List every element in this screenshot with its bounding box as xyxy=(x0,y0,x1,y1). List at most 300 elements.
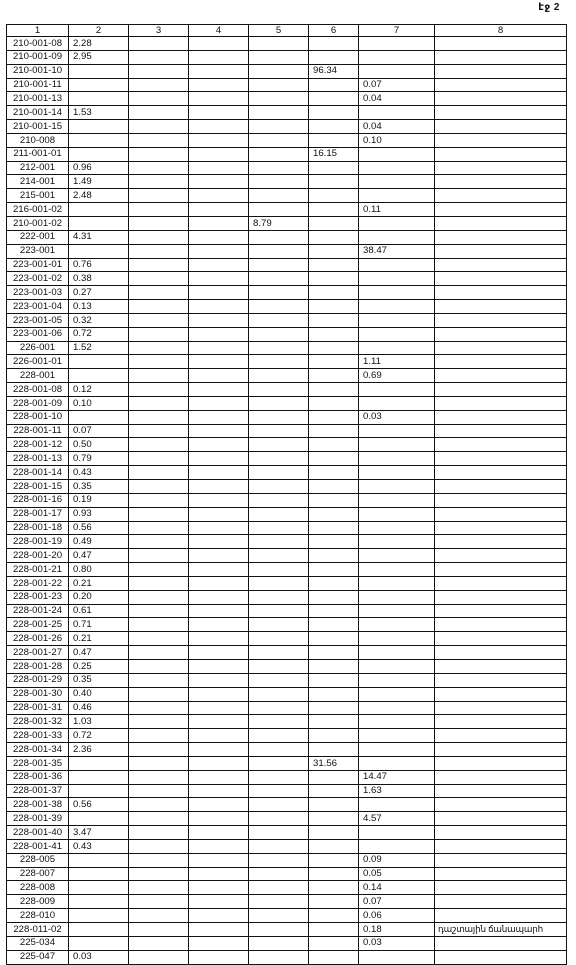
note-cell xyxy=(435,715,567,729)
value-cell xyxy=(309,618,359,632)
value-cell xyxy=(129,147,189,161)
value-cell: 0.07 xyxy=(359,895,435,909)
parcel-code-cell: 223-001-05 xyxy=(7,313,69,327)
table-row xyxy=(7,369,567,383)
value-cell xyxy=(129,396,189,410)
parcel-code-cell: 210-001-14 xyxy=(7,106,69,120)
value-cell xyxy=(249,286,309,300)
note-cell xyxy=(435,37,567,51)
value-cell xyxy=(309,729,359,743)
value-cell xyxy=(129,535,189,549)
value-cell xyxy=(249,64,309,78)
value-cell xyxy=(309,410,359,424)
value-cell xyxy=(189,203,249,217)
value-cell xyxy=(359,646,435,660)
value-cell xyxy=(309,466,359,480)
value-cell xyxy=(249,673,309,687)
value-cell xyxy=(249,590,309,604)
note-cell xyxy=(435,106,567,120)
value-cell xyxy=(359,729,435,743)
value-cell xyxy=(309,286,359,300)
table-row xyxy=(7,493,567,507)
parcel-code-cell: 222-001 xyxy=(7,230,69,244)
value-cell xyxy=(309,687,359,701)
value-cell xyxy=(129,909,189,923)
value-cell xyxy=(189,147,249,161)
value-cell xyxy=(359,798,435,812)
note-cell xyxy=(435,701,567,715)
note-cell xyxy=(435,50,567,64)
value-cell xyxy=(69,923,129,937)
parcel-code-cell: 228-007 xyxy=(7,867,69,881)
parcel-code-cell: 215-001 xyxy=(7,189,69,203)
table-row xyxy=(7,300,567,314)
table-row xyxy=(7,147,567,161)
value-cell xyxy=(129,189,189,203)
value-cell xyxy=(69,770,129,784)
parcel-code-cell: 228-001-20 xyxy=(7,549,69,563)
parcel-code-cell: 228-001-15 xyxy=(7,480,69,494)
value-cell xyxy=(249,244,309,258)
parcel-code-cell: 228-008 xyxy=(7,881,69,895)
value-cell xyxy=(189,120,249,134)
value-cell xyxy=(129,604,189,618)
value-cell: 0.56 xyxy=(69,521,129,535)
note-cell xyxy=(435,729,567,743)
value-cell xyxy=(189,521,249,535)
value-cell xyxy=(129,576,189,590)
value-cell: 3.47 xyxy=(69,826,129,840)
parcel-code-cell: 223-001 xyxy=(7,244,69,258)
value-cell xyxy=(309,784,359,798)
value-cell xyxy=(309,507,359,521)
table-row xyxy=(7,936,567,950)
value-cell xyxy=(359,604,435,618)
value-cell xyxy=(129,175,189,189)
value-cell xyxy=(249,410,309,424)
value-cell xyxy=(189,867,249,881)
value-cell: 4.31 xyxy=(69,230,129,244)
value-cell: 0.38 xyxy=(69,272,129,286)
value-cell xyxy=(249,715,309,729)
value-cell: 1.03 xyxy=(69,715,129,729)
value-cell xyxy=(69,78,129,92)
value-cell xyxy=(189,300,249,314)
value-cell xyxy=(189,950,249,964)
value-cell xyxy=(189,78,249,92)
parcel-code-cell: 223-001-01 xyxy=(7,258,69,272)
value-cell: 0.40 xyxy=(69,687,129,701)
value-cell xyxy=(359,521,435,535)
value-cell xyxy=(129,64,189,78)
value-cell xyxy=(249,798,309,812)
note-cell xyxy=(435,646,567,660)
value-cell: 0.03 xyxy=(69,950,129,964)
value-cell: 0.10 xyxy=(69,396,129,410)
value-cell xyxy=(359,300,435,314)
value-cell: 2.95 xyxy=(69,50,129,64)
value-cell xyxy=(189,729,249,743)
note-cell xyxy=(435,936,567,950)
value-cell xyxy=(129,729,189,743)
value-cell: 0.46 xyxy=(69,701,129,715)
column-header: 3 xyxy=(129,25,189,37)
value-cell xyxy=(359,341,435,355)
value-cell: 0.07 xyxy=(69,424,129,438)
value-cell xyxy=(309,701,359,715)
value-cell xyxy=(249,147,309,161)
table-row xyxy=(7,230,567,244)
table-row xyxy=(7,452,567,466)
note-cell xyxy=(435,756,567,770)
value-cell xyxy=(359,216,435,230)
value-cell xyxy=(189,549,249,563)
parcel-code-cell: 228-001-13 xyxy=(7,452,69,466)
column-header: 1 xyxy=(7,25,69,37)
value-cell xyxy=(69,881,129,895)
value-cell: 0.19 xyxy=(69,493,129,507)
value-cell xyxy=(309,604,359,618)
value-cell xyxy=(69,203,129,217)
value-cell: 0.18 xyxy=(359,923,435,937)
value-cell xyxy=(359,147,435,161)
note-cell xyxy=(435,216,567,230)
value-cell xyxy=(249,37,309,51)
value-cell xyxy=(189,853,249,867)
column-header: 2 xyxy=(69,25,129,37)
parcel-code-cell: 228-011-02 xyxy=(7,923,69,937)
value-cell xyxy=(189,590,249,604)
table-row xyxy=(7,383,567,397)
parcel-code-cell: 226-001 xyxy=(7,341,69,355)
value-cell xyxy=(249,258,309,272)
note-cell xyxy=(435,784,567,798)
value-cell xyxy=(129,839,189,853)
parcel-code-cell: 228-001-31 xyxy=(7,701,69,715)
note-cell xyxy=(435,604,567,618)
value-cell xyxy=(249,355,309,369)
table-row xyxy=(7,258,567,272)
value-cell xyxy=(359,826,435,840)
table-row xyxy=(7,535,567,549)
value-cell xyxy=(189,701,249,715)
value-cell: 0.47 xyxy=(69,646,129,660)
table-row xyxy=(7,826,567,840)
value-cell xyxy=(249,396,309,410)
table-row xyxy=(7,313,567,327)
table-row xyxy=(7,521,567,535)
note-cell xyxy=(435,659,567,673)
table-row xyxy=(7,950,567,964)
value-cell: 0.12 xyxy=(69,383,129,397)
value-cell xyxy=(129,646,189,660)
note-cell xyxy=(435,64,567,78)
note-cell xyxy=(435,383,567,397)
value-cell xyxy=(189,756,249,770)
value-cell: 0.96 xyxy=(69,161,129,175)
value-cell xyxy=(309,770,359,784)
parcel-code-cell: 228-010 xyxy=(7,909,69,923)
value-cell xyxy=(189,563,249,577)
value-cell: 0.72 xyxy=(69,729,129,743)
value-cell xyxy=(309,50,359,64)
value-cell xyxy=(249,272,309,286)
value-cell xyxy=(249,327,309,341)
parcel-code-cell: 228-001-22 xyxy=(7,576,69,590)
value-cell xyxy=(309,161,359,175)
value-cell xyxy=(189,535,249,549)
value-cell xyxy=(309,909,359,923)
value-cell xyxy=(129,120,189,134)
parcel-code-cell: 228-001-27 xyxy=(7,646,69,660)
column-header: 6 xyxy=(309,25,359,37)
value-cell xyxy=(359,673,435,687)
value-cell xyxy=(129,341,189,355)
note-cell: դաշտային ճանապարհ xyxy=(435,923,567,937)
value-cell xyxy=(249,92,309,106)
value-cell xyxy=(359,438,435,452)
value-cell: 0.04 xyxy=(359,120,435,134)
value-cell xyxy=(69,895,129,909)
value-cell xyxy=(129,770,189,784)
value-cell: 0.69 xyxy=(359,369,435,383)
value-cell xyxy=(249,313,309,327)
value-cell xyxy=(129,216,189,230)
value-cell xyxy=(189,632,249,646)
value-cell xyxy=(249,203,309,217)
table-row xyxy=(7,78,567,92)
value-cell xyxy=(189,493,249,507)
parcel-code-cell: 228-001-23 xyxy=(7,590,69,604)
parcel-code-cell: 223-001-03 xyxy=(7,286,69,300)
table-row xyxy=(7,604,567,618)
value-cell xyxy=(189,618,249,632)
value-cell xyxy=(249,230,309,244)
value-cell xyxy=(189,37,249,51)
table-row xyxy=(7,549,567,563)
value-cell xyxy=(249,701,309,715)
value-cell xyxy=(129,327,189,341)
value-cell xyxy=(309,313,359,327)
value-cell xyxy=(189,895,249,909)
parcel-code-cell: 228-001-34 xyxy=(7,743,69,757)
value-cell xyxy=(309,590,359,604)
table-row xyxy=(7,92,567,106)
value-cell: 0.32 xyxy=(69,313,129,327)
value-cell xyxy=(129,867,189,881)
value-cell xyxy=(129,383,189,397)
note-cell xyxy=(435,549,567,563)
note-cell xyxy=(435,120,567,134)
parcel-code-cell: 228-001-38 xyxy=(7,798,69,812)
value-cell xyxy=(69,92,129,106)
value-cell xyxy=(129,950,189,964)
value-cell xyxy=(69,216,129,230)
table-row xyxy=(7,424,567,438)
value-cell xyxy=(359,258,435,272)
table-row xyxy=(7,576,567,590)
value-cell xyxy=(249,576,309,590)
value-cell xyxy=(189,452,249,466)
value-cell xyxy=(309,576,359,590)
value-cell: 38.47 xyxy=(359,244,435,258)
table-row xyxy=(7,64,567,78)
value-cell xyxy=(309,632,359,646)
note-cell xyxy=(435,826,567,840)
value-cell xyxy=(359,659,435,673)
note-cell xyxy=(435,244,567,258)
note-cell xyxy=(435,230,567,244)
value-cell: 0.21 xyxy=(69,576,129,590)
value-cell xyxy=(249,895,309,909)
value-cell: 0.25 xyxy=(69,659,129,673)
value-cell xyxy=(359,563,435,577)
value-cell xyxy=(69,244,129,258)
value-cell xyxy=(69,812,129,826)
value-cell xyxy=(309,92,359,106)
value-cell xyxy=(359,452,435,466)
value-cell xyxy=(129,161,189,175)
value-cell xyxy=(129,659,189,673)
parcel-code-cell: 223-001-04 xyxy=(7,300,69,314)
value-cell xyxy=(249,909,309,923)
parcel-code-cell: 228-001-26 xyxy=(7,632,69,646)
note-cell xyxy=(435,480,567,494)
value-cell xyxy=(249,826,309,840)
value-cell xyxy=(249,839,309,853)
value-cell xyxy=(359,161,435,175)
value-cell: 1.63 xyxy=(359,784,435,798)
parcel-code-cell: 228-001-28 xyxy=(7,659,69,673)
parcel-code-cell: 210-001-10 xyxy=(7,64,69,78)
value-cell xyxy=(189,673,249,687)
note-cell xyxy=(435,950,567,964)
parcel-code-cell: 228-005 xyxy=(7,853,69,867)
value-cell: 0.06 xyxy=(359,909,435,923)
value-cell: 0.43 xyxy=(69,466,129,480)
value-cell xyxy=(309,216,359,230)
note-cell xyxy=(435,853,567,867)
value-cell: 1.49 xyxy=(69,175,129,189)
value-cell xyxy=(359,493,435,507)
value-cell xyxy=(129,410,189,424)
table-row xyxy=(7,410,567,424)
value-cell xyxy=(309,424,359,438)
value-cell: 14.47 xyxy=(359,770,435,784)
value-cell xyxy=(69,936,129,950)
value-cell xyxy=(309,383,359,397)
table-row xyxy=(7,687,567,701)
value-cell: 0.71 xyxy=(69,618,129,632)
value-cell xyxy=(249,438,309,452)
value-cell xyxy=(249,383,309,397)
value-cell xyxy=(189,839,249,853)
table-row xyxy=(7,812,567,826)
value-cell xyxy=(249,189,309,203)
table-row xyxy=(7,37,567,51)
table-row xyxy=(7,189,567,203)
value-cell xyxy=(129,133,189,147)
note-cell xyxy=(435,341,567,355)
table-row xyxy=(7,867,567,881)
note-cell xyxy=(435,438,567,452)
value-cell: 1.52 xyxy=(69,341,129,355)
note-cell xyxy=(435,78,567,92)
table-row xyxy=(7,895,567,909)
table-row xyxy=(7,203,567,217)
table-row xyxy=(7,341,567,355)
value-cell xyxy=(309,881,359,895)
land-parcel-table xyxy=(6,24,567,965)
value-cell xyxy=(309,78,359,92)
value-cell: 0.93 xyxy=(69,507,129,521)
value-cell xyxy=(189,507,249,521)
table-row xyxy=(7,438,567,452)
value-cell xyxy=(309,839,359,853)
note-cell xyxy=(435,300,567,314)
value-cell xyxy=(129,936,189,950)
value-cell xyxy=(129,355,189,369)
table-row xyxy=(7,563,567,577)
value-cell xyxy=(359,50,435,64)
value-cell xyxy=(249,659,309,673)
value-cell xyxy=(129,438,189,452)
table-row xyxy=(7,161,567,175)
value-cell xyxy=(129,756,189,770)
note-cell xyxy=(435,147,567,161)
value-cell xyxy=(189,369,249,383)
value-cell xyxy=(309,480,359,494)
value-cell xyxy=(249,604,309,618)
value-cell xyxy=(249,687,309,701)
table-row xyxy=(7,673,567,687)
value-cell xyxy=(309,175,359,189)
note-cell xyxy=(435,258,567,272)
value-cell xyxy=(129,812,189,826)
table-row xyxy=(7,286,567,300)
value-cell xyxy=(359,839,435,853)
table-row xyxy=(7,839,567,853)
value-cell xyxy=(189,355,249,369)
parcel-code-cell: 210-008 xyxy=(7,133,69,147)
value-cell xyxy=(69,867,129,881)
note-cell xyxy=(435,881,567,895)
parcel-code-cell: 225-047 xyxy=(7,950,69,964)
parcel-code-cell: 228-001-19 xyxy=(7,535,69,549)
value-cell xyxy=(249,784,309,798)
value-cell xyxy=(359,466,435,480)
value-cell xyxy=(189,383,249,397)
parcel-code-cell: 216-001-02 xyxy=(7,203,69,217)
parcel-code-cell: 228-001-17 xyxy=(7,507,69,521)
value-cell xyxy=(359,549,435,563)
value-cell xyxy=(309,396,359,410)
note-cell xyxy=(435,521,567,535)
column-header-row xyxy=(7,25,567,37)
table-row xyxy=(7,770,567,784)
value-cell xyxy=(129,881,189,895)
value-cell xyxy=(69,147,129,161)
value-cell xyxy=(249,466,309,480)
value-cell xyxy=(359,37,435,51)
value-cell xyxy=(249,493,309,507)
note-cell xyxy=(435,590,567,604)
value-cell xyxy=(249,175,309,189)
value-cell xyxy=(129,244,189,258)
value-cell xyxy=(309,563,359,577)
value-cell xyxy=(69,853,129,867)
note-cell xyxy=(435,618,567,632)
